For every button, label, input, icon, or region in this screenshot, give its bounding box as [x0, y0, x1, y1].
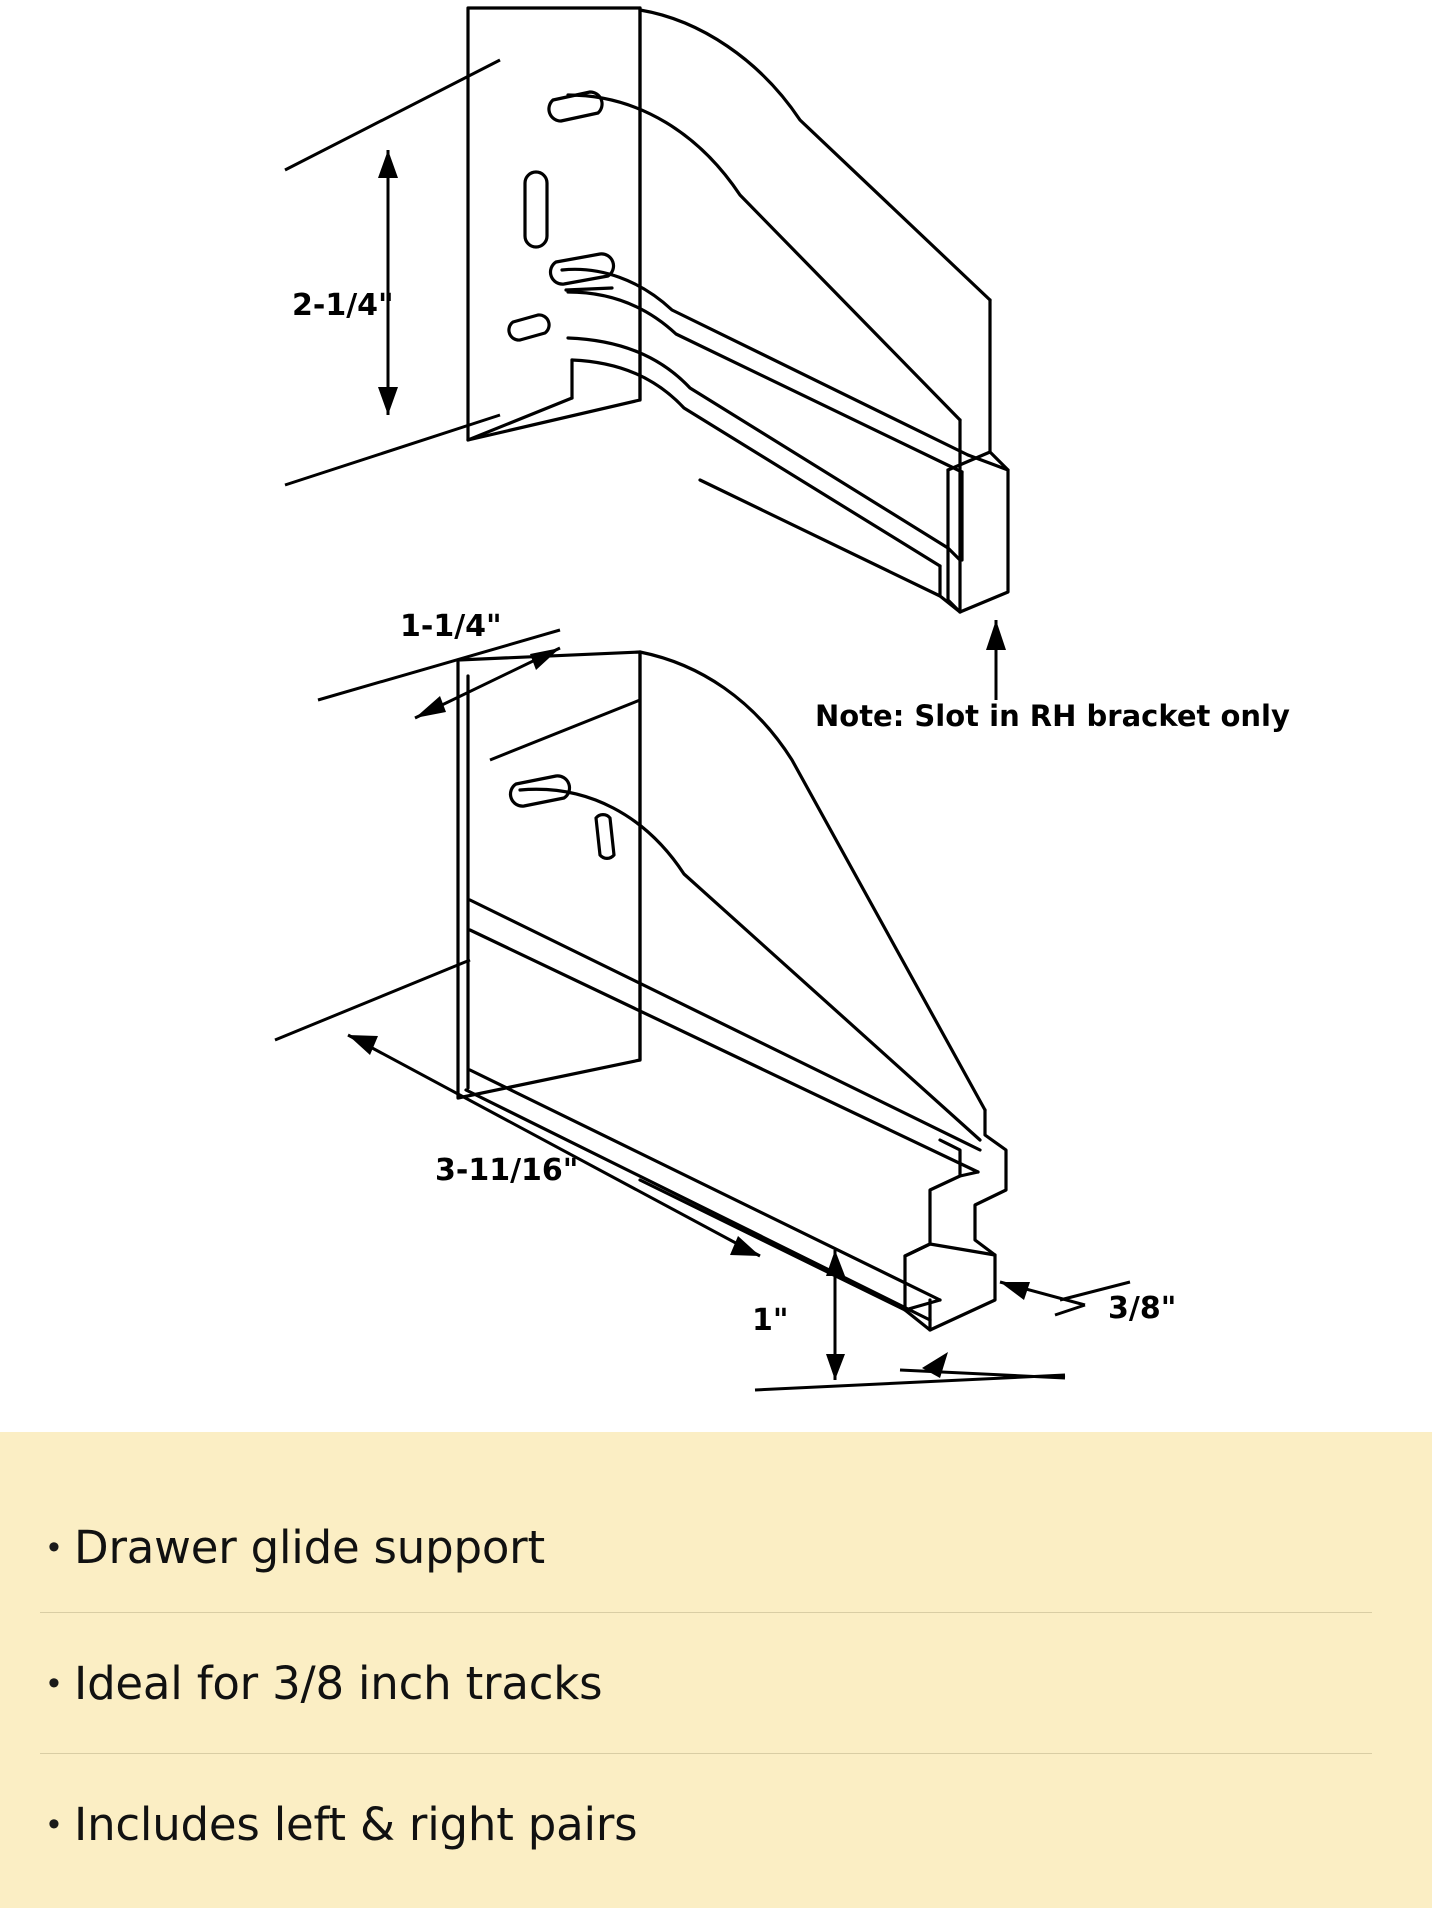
top-bracket-drawing — [468, 8, 1008, 612]
note-leader-line — [986, 620, 1006, 700]
dimension-channel-height — [826, 1250, 845, 1380]
feature-text: Ideal for 3/8 inch tracks — [74, 1656, 603, 1710]
dimension-flange-width-label: 1-1/4" — [400, 609, 502, 644]
list-item — [40, 1613, 1372, 1754]
bullet-icon: • — [48, 1528, 60, 1566]
list-item — [40, 1754, 1372, 1894]
dimension-channel-height-label: 1" — [752, 1303, 789, 1338]
dimension-length-label: 3-11/16" — [435, 1153, 579, 1188]
bottom-bracket-drawing — [458, 652, 1006, 1330]
bullet-icon: • — [48, 1805, 60, 1843]
bullet-icon: • — [48, 1664, 60, 1702]
rh-bracket-note: Note: Slot in RH bracket only — [815, 699, 1290, 733]
feature-text: Drawer glide support — [74, 1520, 545, 1574]
dimension-track-width-label: 3/8" — [1108, 1291, 1177, 1326]
dimension-height-label: 2-1/4" — [292, 288, 394, 323]
list-item — [40, 1482, 1372, 1613]
feature-text: Includes left & right pairs — [74, 1797, 638, 1851]
features-panel — [0, 1432, 1432, 1908]
dimension-flange-width — [318, 630, 640, 760]
